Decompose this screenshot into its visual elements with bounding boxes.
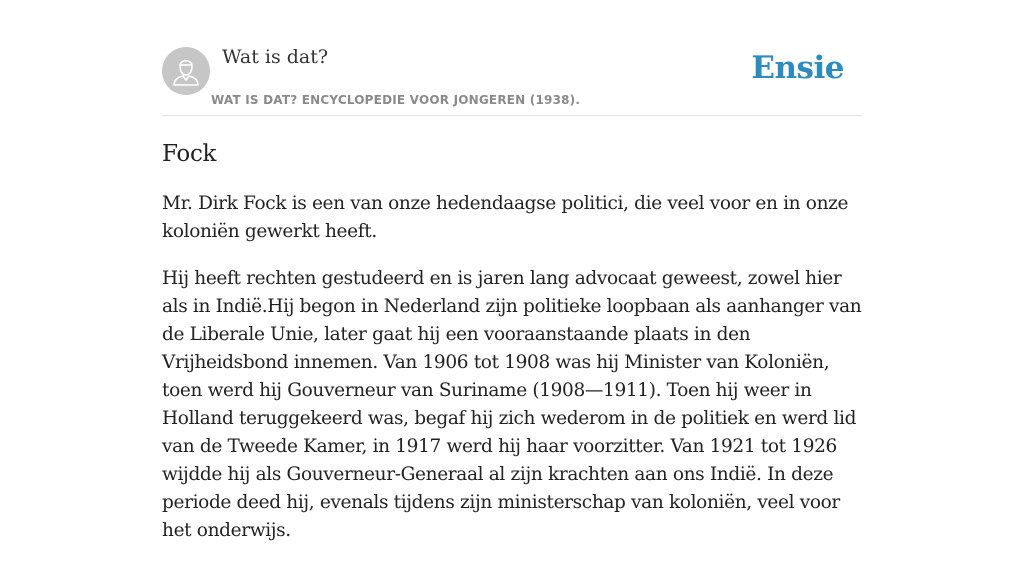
entry-content: [162, 138, 862, 564]
source-header: [162, 46, 862, 116]
avatar[interactable]: [162, 47, 210, 95]
entry-paragraph-1: Mr. Dirk Fock is een van onze hedendaagse politici, die veel voor en in onze koloniën gewerkt heeft.: [162, 193, 849, 242]
entry-paragraph-2: Hij heeft rechten gestudeerd en is jaren lang advocaat geweest, zowel hier als in Indië.Hij begon in Nederland zijn politieke loopbaan als aanhanger van de Liberale Unie, later gaat hij een vooraanstaande plaats in den Vrijheidsbond innemen. Van 1906 tot 1908 was hij Minister van Koloniën, toen werd hij Gouverneur van Suriname (1908—1911). Toen hij weer in Holland teruggekeerd was, begaf hij zich wederom in de politiek en werd lid van de Tweede Kamer, in 1917 werd hij haar voorzitter. Van 1921 tot 1926 wijdde hij als Gouverneur-Generaal al zijn krachten aan ons Indië. In deze periode deed hij, evenals tijdens zijn ministerschap van koloniën, veel voor het onderwijs.: [162, 268, 862, 541]
source-title[interactable]: Wat is dat?: [222, 46, 329, 68]
brand-logo[interactable]: Ensie: [751, 50, 844, 86]
user-silhouette-icon: [162, 47, 210, 95]
entry-title: Fock: [162, 141, 217, 167]
source-subtitle[interactable]: WAT IS DAT? ENCYCLOPEDIE VOOR JONGEREN (1938).: [211, 93, 581, 107]
